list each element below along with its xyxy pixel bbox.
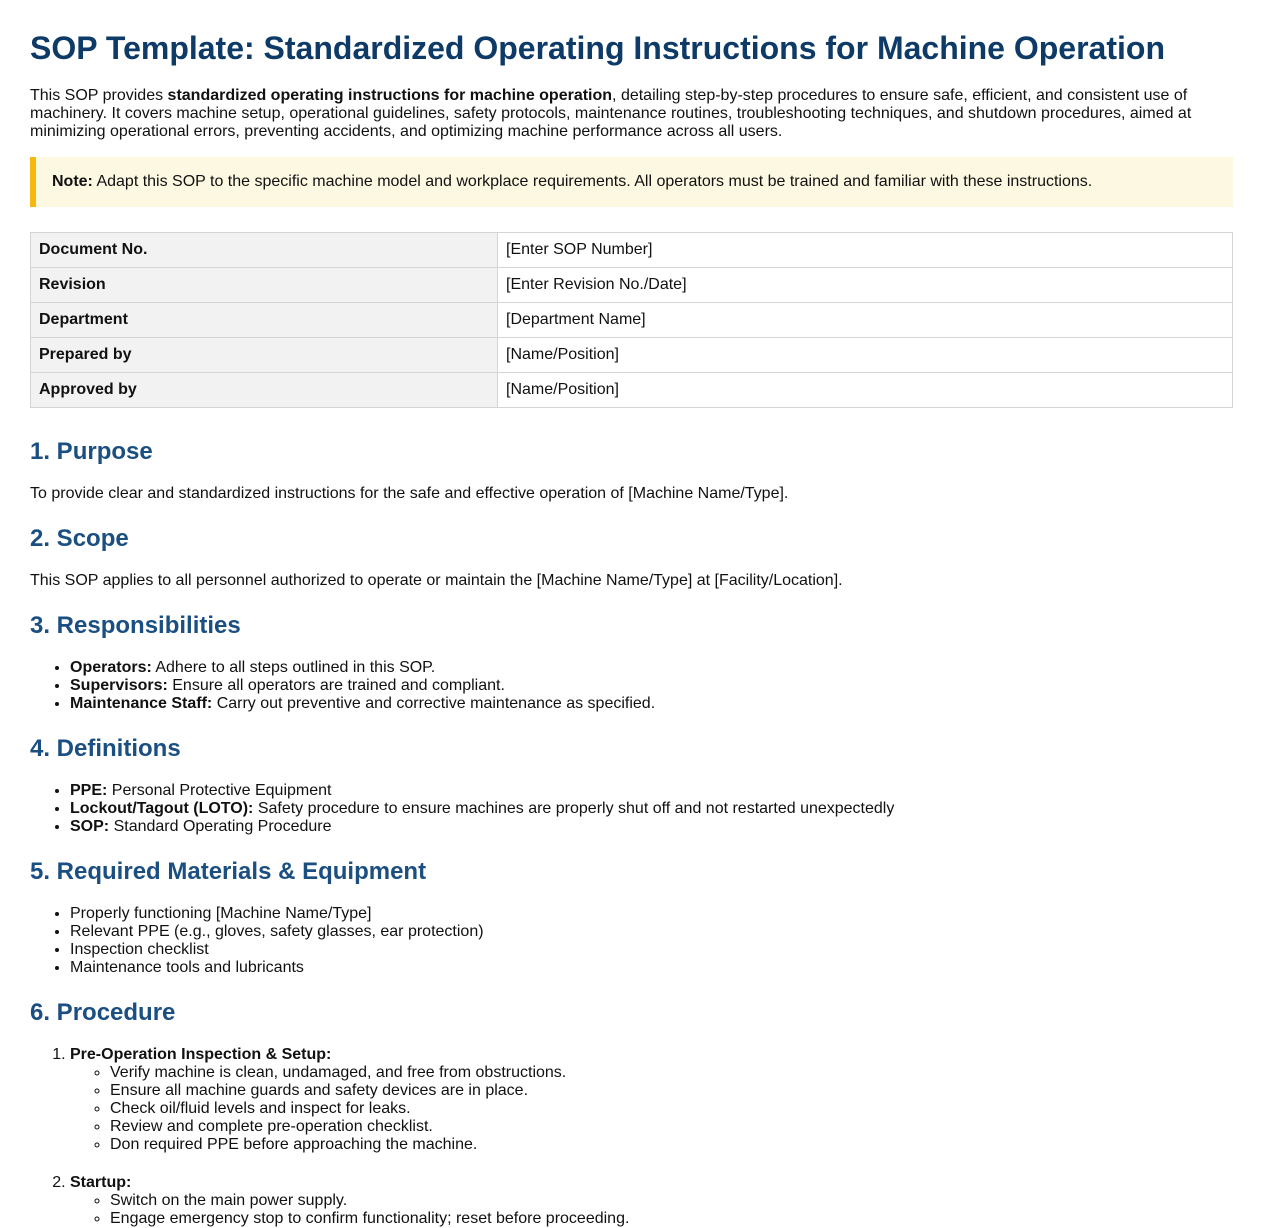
list-item: ◦ Review and complete pre-operation checklist.: [110, 1118, 1233, 1136]
list-item: ◦ Switch on the main power supply.: [110, 1192, 1233, 1210]
responsibility-desc: Adhere to all steps outlined in this SOP.: [151, 659, 436, 676]
list-item: • Inspection checklist: [70, 941, 1233, 959]
list-item: • Maintenance tools and lubricants: [70, 959, 1233, 977]
procedure-substeps: [70, 1064, 1233, 1154]
procedure-step-title: Pre-Operation Inspection & Setup:: [70, 1046, 332, 1063]
intro-paragraph: [30, 87, 1233, 141]
procedure-substeps: [70, 1192, 1233, 1228]
intro-text-start: This SOP provides: [30, 87, 168, 104]
list-item: [70, 659, 1233, 677]
procedure-steps: [30, 1046, 1233, 1228]
intro-text-bold: standardized operating instructions for machine operation: [167, 87, 613, 104]
responsibility-term: Operators:: [70, 659, 152, 676]
list-item: [70, 782, 1233, 800]
responsibility-desc: Carry out preventive and corrective maintenance as specified.: [212, 695, 656, 712]
purpose-text: To provide clear and standardized instructions for the safe and effective operation of [Machine Name/Type].: [30, 485, 789, 502]
materials-list: [30, 905, 1233, 977]
note-label: Note:: [52, 173, 93, 190]
note-text: Adapt this SOP to the specific machine model and workplace requirements. All operators must be trained and familiar with these instructions.: [92, 173, 1093, 190]
scope-heading: 2. Scope: [30, 525, 129, 552]
table-row: [31, 303, 1233, 338]
definition-term: Lockout/Tagout (LOTO):: [70, 800, 254, 817]
responsibilities-heading: 3. Responsibilities: [30, 612, 241, 639]
list-item: ◦ Ensure all machine guards and safety devices are in place.: [110, 1082, 1233, 1100]
doc-number-label: Document No.: [31, 233, 498, 268]
materials-heading: 5. Required Materials & Equipment: [30, 858, 427, 885]
definition-desc: Standard Operating Procedure: [109, 818, 332, 835]
procedure-step-title: Startup:: [70, 1174, 132, 1191]
definitions-heading: 4. Definitions: [30, 735, 181, 762]
definition-term: PPE:: [70, 782, 108, 799]
table-row: [31, 233, 1233, 268]
list-item: [70, 800, 1233, 818]
list-item: [70, 818, 1233, 836]
department-label: Department: [31, 303, 498, 338]
responsibility-term: Supervisors:: [70, 677, 168, 694]
intro-text-end: , detailing step-by-step procedures to ensure safe, efficient, and consistent use of machinery. It covers machine setup, operational guidelines, safety protocols, maintenance routines, troubleshooting techniques, and shutdown procedures, aimed at minimizing operational errors, preventing accidents, and optimizing machine performance across all users.: [30, 87, 1192, 140]
page-title: SOP Template: Standardized Operating Instructions for Machine Operation: [30, 30, 1165, 66]
note-callout: [30, 157, 1233, 207]
definition-term: SOP:: [70, 818, 110, 835]
responsibility-term: Maintenance Staff:: [70, 695, 213, 712]
prepared-by-label: Prepared by: [31, 338, 498, 373]
responsibility-desc: Ensure all operators are trained and compliant.: [167, 677, 505, 694]
approved-by-value: [Name/Position]: [498, 373, 1233, 408]
responsibilities-list: [30, 659, 1233, 713]
approved-by-label: Approved by: [31, 373, 498, 408]
revision-value: [Enter Revision No./Date]: [498, 268, 1233, 303]
definition-desc: Safety procedure to ensure machines are properly shut off and not restarted unexpectedly: [253, 800, 895, 817]
table-row: [31, 268, 1233, 303]
procedure-step: [70, 1174, 1233, 1228]
procedure-heading: 6. Procedure: [30, 999, 176, 1026]
list-item: ◦ Don required PPE before approaching the machine.: [110, 1136, 1233, 1154]
prepared-by-value: [Name/Position]: [498, 338, 1233, 373]
procedure-step: [70, 1046, 1233, 1154]
list-item: ◦ Verify machine is clean, undamaged, and free from obstructions.: [110, 1064, 1233, 1082]
revision-label: Revision: [31, 268, 498, 303]
table-row: [31, 373, 1233, 408]
list-item: [70, 695, 1233, 713]
table-row: [31, 338, 1233, 373]
purpose-heading: 1. Purpose: [30, 438, 153, 465]
list-item: ◦ Engage emergency stop to confirm functionality; reset before proceeding.: [110, 1210, 1233, 1228]
definitions-list: [30, 782, 1233, 836]
scope-text: This SOP applies to all personnel authorized to operate or maintain the [Machine Name/Type] at [Facility/Location].: [30, 572, 843, 589]
list-item: [70, 677, 1233, 695]
list-item: ◦ Check oil/fluid levels and inspect for leaks.: [110, 1100, 1233, 1118]
list-item: • Relevant PPE (e.g., gloves, safety glasses, ear protection): [70, 923, 1233, 941]
list-item: • Properly functioning [Machine Name/Type]: [70, 905, 1233, 923]
document-info-table: [30, 232, 1233, 408]
definition-desc: Personal Protective Equipment: [107, 782, 332, 799]
department-value: [Department Name]: [498, 303, 1233, 338]
doc-number-value: [Enter SOP Number]: [498, 233, 1233, 268]
